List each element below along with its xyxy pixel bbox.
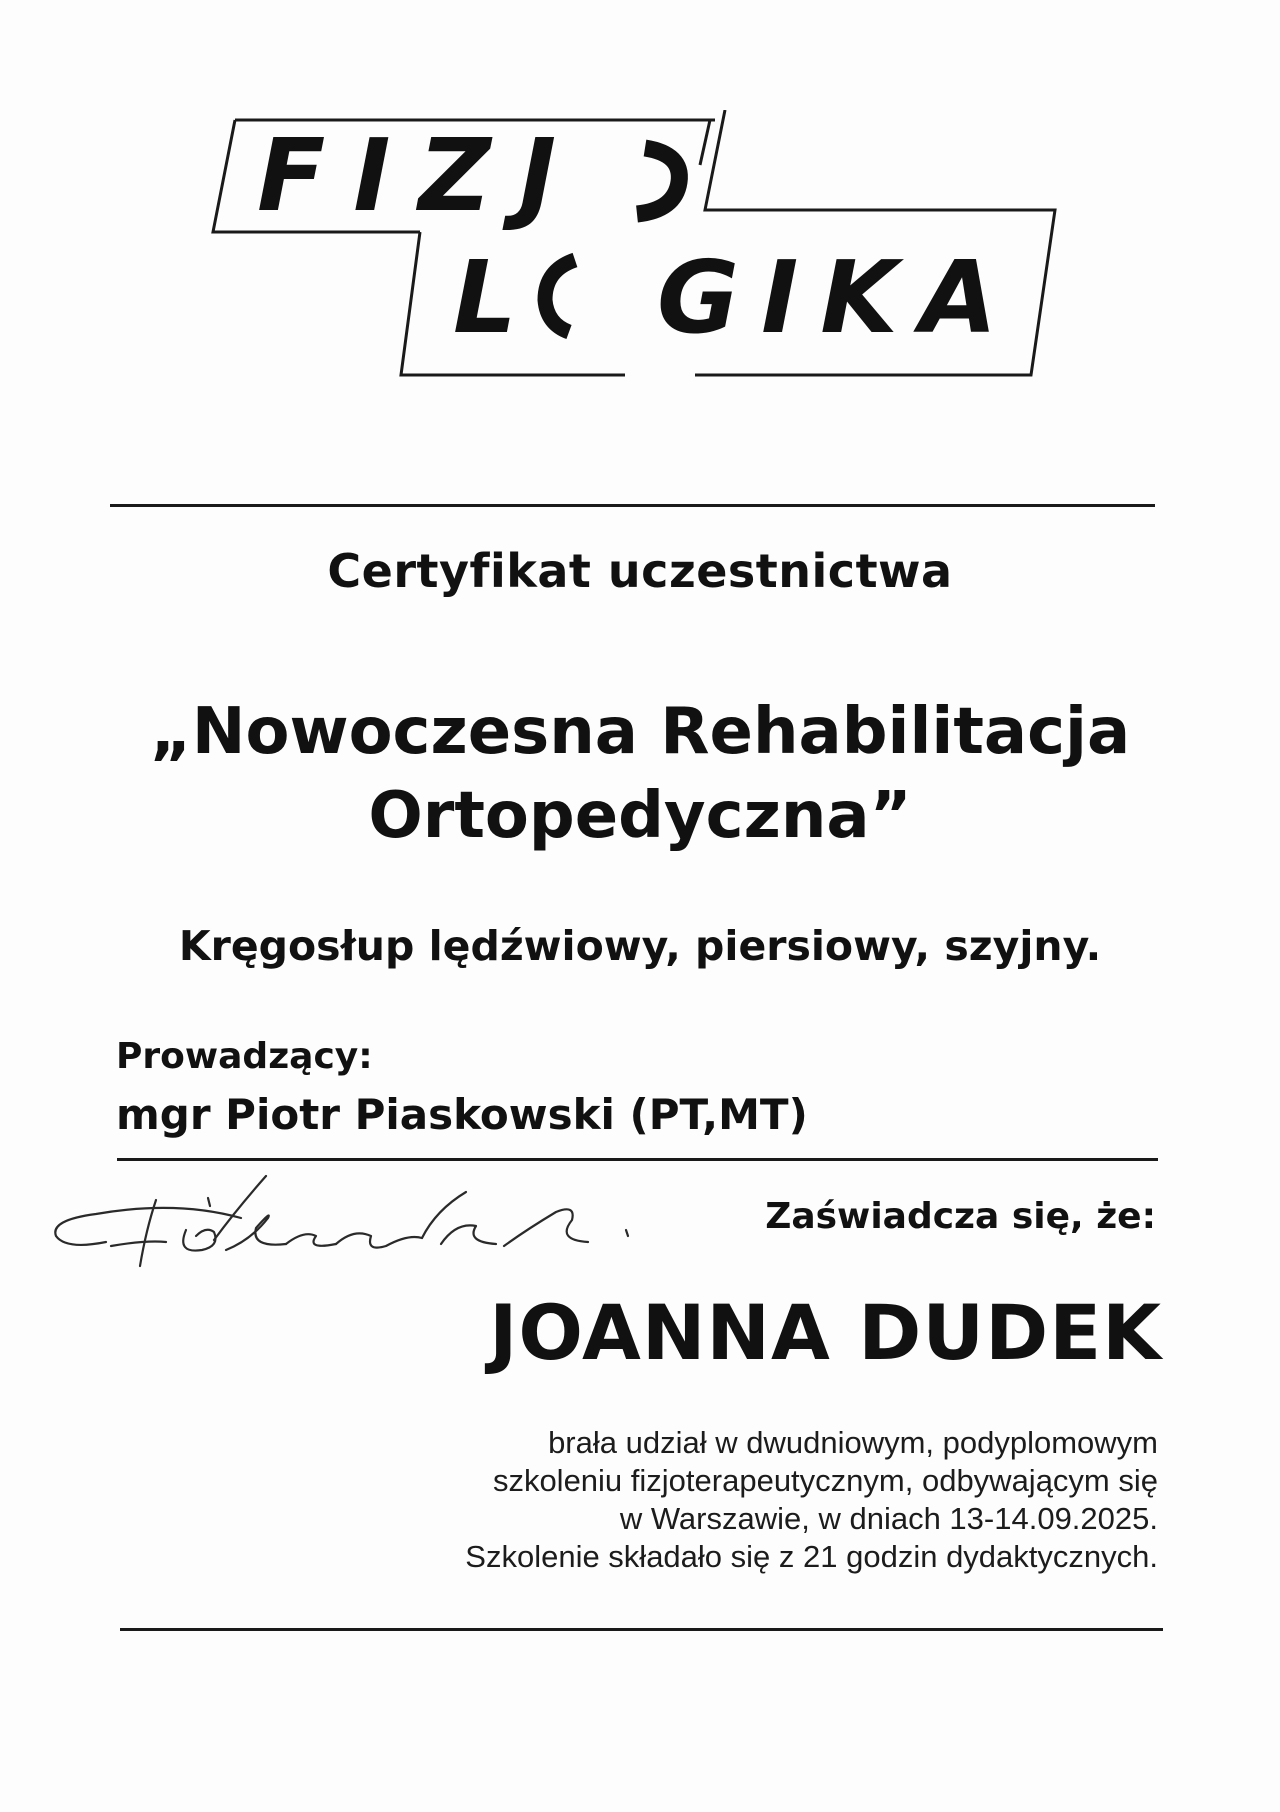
description-line-4: Szkolenie składało się z 21 godzin dydaktycznych. — [465, 1539, 1158, 1574]
instructor-name: mgr Piotr Piaskowski (PT,MT) — [116, 1090, 808, 1139]
description-line-3: w Warszawie, w dniach 13-14.09.2025. — [619, 1501, 1158, 1536]
divider-middle — [117, 1158, 1158, 1161]
participation-description — [398, 1424, 1158, 1576]
participant-name: JOANNA DUDEK — [489, 1288, 1162, 1377]
divider-top — [110, 504, 1155, 507]
fizjologika-logo — [205, 110, 1075, 390]
course-title-line-1: „Nowoczesna Rehabilitacja — [149, 695, 1131, 769]
instructor-label: Prowadzący: — [116, 1036, 373, 1077]
description-line-2: szkoleniu fizjoterapeutycznym, odbywającym się — [492, 1463, 1158, 1498]
signature-icon — [36, 1170, 636, 1280]
logo-mark-icon — [205, 110, 1075, 390]
course-subtitle: Kręgosłup lędźwiowy, piersiowy, szyjny. — [178, 922, 1102, 970]
course-title — [0, 690, 1280, 858]
certificate-heading: Certyfikat uczestnictwa — [327, 544, 953, 598]
svg-text:GIKA: GIKA — [657, 239, 1020, 356]
svg-text:L: L — [453, 239, 517, 356]
certify-label: Zaświadcza się, że: — [765, 1196, 1156, 1237]
course-title-line-2: Ortopedyczna” — [368, 779, 912, 853]
divider-bottom — [120, 1628, 1163, 1631]
description-line-1: brała udział w dwudniowym, podyplomowym — [548, 1425, 1158, 1460]
svg-text:FIZJ: FIZJ — [257, 117, 585, 234]
